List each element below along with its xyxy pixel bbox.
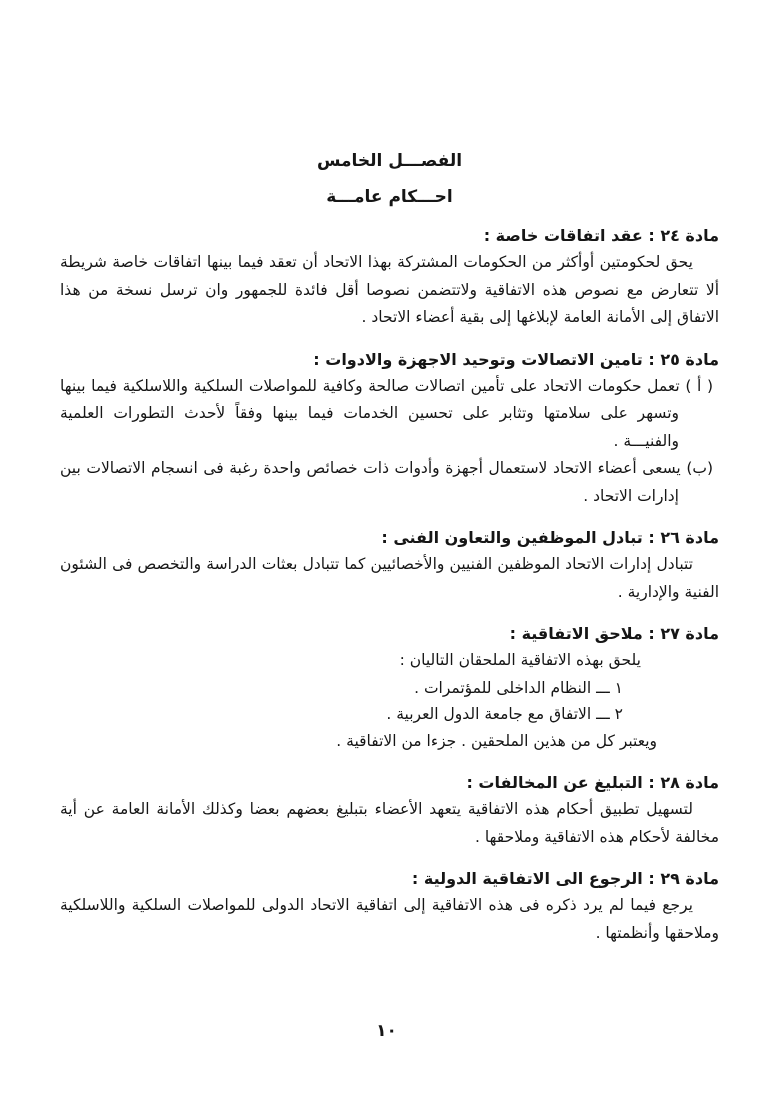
article-26-heading: مادة ٢٦ : تبادل الموظفين والتعاون الفنى : [381,528,719,547]
page-number: ١٠ [376,1021,397,1041]
article-24-body: يحق لحكومتين أوأكثر من الحكومات المشتركة بهذا الاتحاد أن تعقد فيما بينها اتفاقات خاصة شريطة ألا تتعارض مع نصوص هذه الاتفاقية ولاتتضمن نصوصا أقل فائدة للجمهور وان ترسل نسخة من هذا الاتفاق إلى الأمانة العامة لإبلاغها إلى بقية أعضاء الاتحاد . [60,253,719,326]
chapter-subtitle: احـــكام عامـــة [326,187,453,207]
article-28-body: لتسهيل تطبيق أحكام هذه الاتفاقية يتعهد الأعضاء بتبليغ بعضهم بعضا وكذلك الأمانة العامة عن أية مخالفة لأحكام هذه الاتفاقية وملاحقها . [60,800,719,846]
item-b-text: يسعى أعضاء الاتحاد لاستعمال أجهزة وأدوات ذات خصائص واحدة رغبة فى انسجام الاتصالات بين إدارات الاتحاد . [60,459,681,505]
article-24-heading: مادة ٢٤ : عقد اتفاقات خاصة : [483,226,719,245]
chapter-title: الفصـــل الخامس [316,151,463,171]
article-29-heading: مادة ٢٩ : الرجوع الى الاتفاقية الدولية : [411,869,719,888]
article-26-body: تتبادل إدارات الاتحاد الموظفين الفنيين والأخصائيين كما تتبادل بعثات الدراسة والتخصص فى الشئون الفنية والإدارية . [60,555,719,601]
article-29-body: يرجع فيما لم يرد ذكره فى هذه الاتفاقية إلى اتفاقية الاتحاد الدولى للمواصلات السلكية واللاسلكية وملاحقها وأنظمتها . [60,896,719,942]
article-27-outro: ويعتبر كل من هذين الملحقين . جزءا من الاتفاقية . [336,731,657,750]
article-25-item-a [60,373,719,456]
article-26 [60,524,719,606]
article-25-item-b [60,455,719,510]
article-25-heading: مادة ٢٥ : تامين الاتصالات وتوحيد الاجهزة والادوات : [313,349,719,369]
article-28 [60,769,719,851]
article-25 [60,346,719,511]
article-27 [60,620,719,755]
article-28-heading: مادة ٢٨ : التبليغ عن المخالفات : [466,773,719,792]
item-a-marker: ( أ ) [685,376,713,395]
article-29 [60,865,719,947]
item-b-marker: (ب) [686,459,713,477]
item-a-text: تعمل حكومات الاتحاد على تأمين اتصالات صالحة وكافية للمواصلات السلكية واللاسلكية فيما بينها وتسهر على سلامتها وتثابر على تحسين الخدمات فيما بينها وفقاً لأحدث التطورات العلمية والفنيـــة . [60,376,680,450]
article-27-intro: يلحق بهذه الاتفاقية الملحقان التاليان : [399,651,641,669]
article-27-list-item-1: ١ ـــ النظام الداخلى للمؤتمرات . [414,678,623,697]
article-24 [60,222,719,332]
article-27-list-item-2: ٢ ـــ الاتفاق مع جامعة الدول العربية . [386,705,623,723]
article-27-heading: مادة ٢٧ : ملاحق الاتفاقية : [509,624,719,643]
